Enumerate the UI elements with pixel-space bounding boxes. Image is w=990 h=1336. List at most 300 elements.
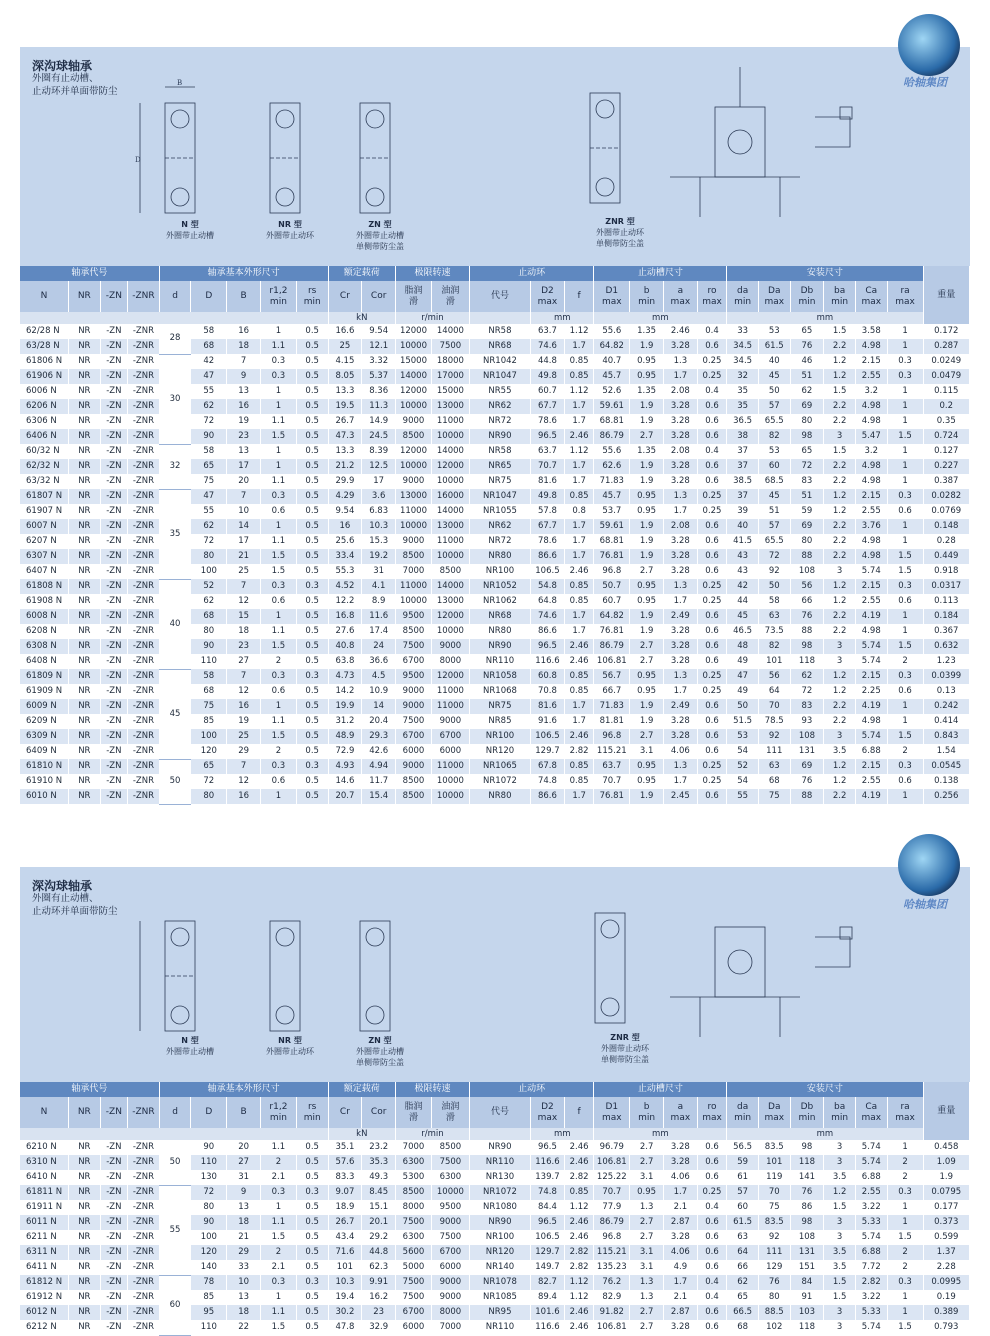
table-cell: 18000 [431, 354, 469, 369]
table-cell: 10000 [431, 624, 469, 639]
table-cell: 16.2 [362, 1290, 396, 1305]
table-cell: 75 [191, 699, 227, 714]
table-cell: 91 [790, 1290, 824, 1305]
table-cell: NR1080 [469, 1200, 530, 1215]
table-cell: 0.227 [923, 459, 969, 474]
unit-mm-mounting-2: mm [727, 1128, 923, 1140]
table-cell: 70 [758, 1185, 790, 1200]
table-row [20, 324, 970, 339]
bearing-drawing-nr-2 [260, 905, 320, 1040]
table-cell: 13000 [431, 594, 469, 609]
table-cell: 61.5 [727, 1215, 759, 1230]
table-cell: 15.4 [362, 789, 396, 804]
table-cell: 15.1 [362, 1200, 396, 1215]
table-cell: 25 [227, 729, 261, 744]
table-cell: NR [69, 549, 101, 564]
table-cell: -ZN [100, 1305, 127, 1320]
table-cell: 66.5 [727, 1305, 759, 1320]
table-cell: 96.5 [531, 1215, 565, 1230]
table-cell: NR [69, 594, 101, 609]
table-cell: 29.3 [362, 729, 396, 744]
table-cell: 2.46 [564, 564, 594, 579]
table-cell: 19.2 [362, 549, 396, 564]
table-cell: 26.7 [328, 1215, 362, 1230]
table-cell: 1 [260, 519, 296, 534]
table-cell: 3.28 [663, 639, 697, 654]
table-cell: 0.5 [296, 1320, 328, 1335]
table-cell: -ZNR [128, 489, 160, 504]
table-cell: 59.61 [594, 519, 630, 534]
table-cell: 2.49 [663, 699, 697, 714]
table-cell: 80 [758, 1290, 790, 1305]
table-cell: 0.4 [697, 324, 727, 339]
table-cell: 0.242 [923, 699, 969, 714]
table-cell: NR [69, 579, 101, 594]
table-cell: 13000 [431, 519, 469, 534]
table-cell: 55.3 [328, 564, 362, 579]
table-cell: 13 [227, 444, 261, 459]
table-cell: 17 [362, 474, 396, 489]
table-cell: NR1047 [469, 369, 530, 384]
caption-n [145, 219, 235, 241]
table-cell: 81.6 [531, 474, 565, 489]
header-group-groove-2: 止动槽尺寸 [594, 1082, 727, 1097]
table-cell: 49 [727, 684, 759, 699]
table-cell: 48 [727, 639, 759, 654]
table-cell: 62 [790, 384, 824, 399]
table-cell: 4.9 [663, 1260, 697, 1275]
table-cell: 12000 [396, 444, 432, 459]
table-cell: 11000 [396, 504, 432, 519]
table-cell: 0.5 [296, 1200, 328, 1215]
table-cell: 54 [727, 744, 759, 759]
table-cell: 69 [790, 399, 824, 414]
type-zn-label-2: ZN 型 [368, 1036, 392, 1045]
table-cell: 116.6 [531, 1155, 565, 1170]
table-cell: 61812 N [20, 1275, 69, 1290]
table-cell: 96.8 [594, 1230, 630, 1245]
table-cell: 63.7 [594, 759, 630, 774]
column-header: 脂润 滑 [396, 1097, 432, 1128]
table-cell: 4.06 [663, 744, 697, 759]
table-cell: 3.1 [630, 1245, 664, 1260]
table-cell: 9000 [396, 759, 432, 774]
table-cell: 70 [758, 699, 790, 714]
header-group-mounting: 安装尺寸 [727, 266, 923, 281]
column-header: Db min [790, 281, 824, 312]
table-cell: 29 [227, 744, 261, 759]
table-cell: 71.6 [328, 1245, 362, 1260]
table-cell: 65 [727, 1290, 759, 1305]
table-cell: 53 [758, 444, 790, 459]
table-cell: 7000 [396, 1140, 432, 1155]
table-cell: 3.32 [362, 354, 396, 369]
table-cell: 0.6 [697, 474, 727, 489]
table-cell: 4.19 [855, 699, 887, 714]
table-cell: 2.2 [824, 789, 856, 804]
bore-diameter-cell: 35 [159, 489, 191, 579]
table-cell: 62 [191, 519, 227, 534]
table-cell: 115.21 [594, 1245, 630, 1260]
header-group-speed: 极限转速 [396, 266, 470, 281]
table-cell: 1.7 [564, 789, 594, 804]
table-cell: -ZN [100, 474, 127, 489]
header-group-dimensions-2: 轴承基本外形尺寸 [159, 1082, 328, 1097]
table-cell: 22 [227, 1320, 261, 1335]
table-cell: 24 [362, 639, 396, 654]
table-cell: 0.5 [296, 1215, 328, 1230]
table-cell: 4.29 [328, 489, 362, 504]
table-cell: 51 [758, 504, 790, 519]
table-cell: 2 [260, 1245, 296, 1260]
table-cell: -ZNR [128, 714, 160, 729]
table-cell: 88 [790, 549, 824, 564]
table-cell: 66 [727, 1260, 759, 1275]
table-cell: 0.724 [923, 429, 969, 444]
table-cell: 101 [758, 1155, 790, 1170]
table-cell: 1.9 [630, 414, 664, 429]
column-header: rs min [296, 281, 328, 312]
table-cell: 56 [790, 579, 824, 594]
table-cell: 2 [260, 744, 296, 759]
table-cell: 33.4 [328, 549, 362, 564]
table-cell: 139.7 [531, 1170, 565, 1185]
table-cell: 60.7 [594, 594, 630, 609]
table-cell: 59 [727, 1155, 759, 1170]
table-cell: 3.5 [824, 1260, 856, 1275]
table-cell: 8000 [431, 654, 469, 669]
table-cell: -ZNR [128, 534, 160, 549]
table-cell: 9000 [431, 1275, 469, 1290]
table-cell: 12 [227, 684, 261, 699]
table-cell: 62.6 [594, 459, 630, 474]
table-cell: 3 [824, 1230, 856, 1245]
table-cell: 0.28 [923, 534, 969, 549]
bore-diameter-cell: 28 [159, 324, 191, 354]
table-cell: 8500 [396, 789, 432, 804]
table-cell: NR [69, 1245, 101, 1260]
table-cell: 1.3 [663, 759, 697, 774]
table-cell: 9000 [396, 699, 432, 714]
table-cell: -ZNR [128, 1170, 160, 1185]
table-cell: 0.6 [697, 1305, 727, 1320]
table-cell: 13.3 [328, 384, 362, 399]
table-cell: 60.7 [531, 384, 565, 399]
unit-rpm-2: r/min [396, 1128, 470, 1140]
table-cell: 18.9 [328, 1200, 362, 1215]
table-cell: 58 [191, 324, 227, 339]
table-cell: 35.1 [328, 1140, 362, 1155]
table-cell: 10000 [396, 339, 432, 354]
table-cell: -ZN [100, 654, 127, 669]
column-header: d [159, 1097, 191, 1128]
table-cell: -ZN [100, 729, 127, 744]
table-cell: -ZNR [128, 639, 160, 654]
table-cell: 3.28 [663, 549, 697, 564]
table-cell: NR68 [469, 609, 530, 624]
table-cell: 0.287 [923, 339, 969, 354]
column-header: d [159, 281, 191, 312]
table-cell: NR100 [469, 729, 530, 744]
table-cell: NR68 [469, 339, 530, 354]
table-cell: -ZNR [128, 1140, 160, 1155]
column-header: Cor [362, 281, 396, 312]
table-cell: 0.6 [887, 774, 923, 789]
table-cell: 0.6 [697, 624, 727, 639]
table-cell: 83 [790, 474, 824, 489]
table-cell: 0.5 [296, 624, 328, 639]
table-cell: 1.5 [887, 729, 923, 744]
table-cell: 6208 N [20, 624, 69, 639]
table-cell: 90 [191, 429, 227, 444]
table-cell: 63 [758, 759, 790, 774]
table-cell: 1.2 [824, 669, 856, 684]
table-cell: 2.7 [630, 729, 664, 744]
table-cell: 8500 [396, 429, 432, 444]
table-cell: 2.2 [824, 624, 856, 639]
table-cell: NR1047 [469, 489, 530, 504]
table-cell: NR [69, 489, 101, 504]
table-cell: 55 [727, 789, 759, 804]
table-cell: NR65 [469, 459, 530, 474]
table-cell: 60 [727, 1200, 759, 1215]
table-cell: 1.9 [630, 399, 664, 414]
table-cell: 64 [727, 1245, 759, 1260]
table-cell: 1 [260, 399, 296, 414]
table-cell: 1 [260, 789, 296, 804]
table-cell: 91.82 [594, 1305, 630, 1320]
caption-zn-text: 外圈带止动槽 单侧带防尘盖 [356, 231, 404, 251]
table-cell: 98 [790, 429, 824, 444]
table-cell: 0.256 [923, 789, 969, 804]
table-cell: 2.87 [663, 1305, 697, 1320]
type-n-label: N 型 [181, 220, 199, 229]
table-cell: 16 [227, 789, 261, 804]
table-cell: -ZNR [128, 579, 160, 594]
table-cell: 3.1 [630, 1170, 664, 1185]
unit-kn-2: kN [328, 1128, 396, 1140]
table-cell: 8000 [396, 1200, 432, 1215]
table-cell: 64.82 [594, 609, 630, 624]
table-cell: 2.55 [855, 504, 887, 519]
table-cell: 54.8 [531, 579, 565, 594]
table-cell: 4.98 [855, 714, 887, 729]
column-header: da min [727, 281, 759, 312]
table-cell: -ZNR [128, 789, 160, 804]
table-cell: 1.2 [824, 684, 856, 699]
table-cell: -ZN [100, 1155, 127, 1170]
bore-diameter-cell: 40 [159, 579, 191, 669]
table-cell: 6406 N [20, 429, 69, 444]
table-cell: -ZNR [128, 1230, 160, 1245]
table-cell: 80 [191, 624, 227, 639]
table-cell: 101 [758, 654, 790, 669]
unit-mm-mounting: mm [727, 312, 923, 324]
table-cell: 76 [790, 774, 824, 789]
table-cell: 1.12 [564, 1275, 594, 1290]
table-cell: 6007 N [20, 519, 69, 534]
table-cell: 7 [227, 579, 261, 594]
table-cell: 2.7 [630, 654, 664, 669]
header-group-snap-ring: 止动环 [469, 266, 593, 281]
table-cell: 56 [758, 669, 790, 684]
table-cell: 0.25 [697, 489, 727, 504]
table-cell: 72 [790, 459, 824, 474]
caption-znr [570, 216, 670, 249]
table-cell: 116.6 [531, 1320, 565, 1335]
table-cell: 2 [887, 1170, 923, 1185]
table-cell: 6700 [431, 729, 469, 744]
table-cell: NR [69, 1320, 101, 1335]
table-cell: 45.7 [594, 369, 630, 384]
table-cell: NR75 [469, 699, 530, 714]
table-cell: 17 [227, 534, 261, 549]
table-cell: 0.4 [697, 444, 727, 459]
table-cell: 14000 [431, 504, 469, 519]
table-cell: 62 [191, 399, 227, 414]
table-cell: 4.94 [362, 759, 396, 774]
table-cell: NR110 [469, 1155, 530, 1170]
table-cell: NR [69, 474, 101, 489]
table-cell: 9500 [431, 1200, 469, 1215]
table-cell: 3.28 [663, 429, 697, 444]
table-cell: 131 [790, 744, 824, 759]
table-cell: 9000 [431, 639, 469, 654]
table-cell: 61911 N [20, 1200, 69, 1215]
table-cell: -ZN [100, 534, 127, 549]
table-cell: 0.138 [923, 774, 969, 789]
table-cell: 0.458 [923, 1140, 969, 1155]
table-cell: 1.7 [564, 714, 594, 729]
column-header: Ca max [855, 281, 887, 312]
table-cell: 0.6 [697, 1140, 727, 1155]
table-cell: 0.5 [296, 489, 328, 504]
table-cell: 3.5 [824, 1170, 856, 1185]
table-cell: 98 [790, 1140, 824, 1155]
caption-nr-2 [250, 1035, 330, 1057]
table-cell: 1.9 [630, 534, 664, 549]
table-row [20, 1140, 970, 1155]
table-cell: 1.12 [564, 384, 594, 399]
table-cell: -ZN [100, 699, 127, 714]
table-cell: 1 [887, 339, 923, 354]
table-cell: 1 [260, 324, 296, 339]
table-cell: 68 [191, 339, 227, 354]
column-header: -ZNR [128, 281, 160, 312]
table-cell: 47.8 [328, 1320, 362, 1335]
table-cell: 2.49 [663, 609, 697, 624]
table-cell: 4.73 [328, 669, 362, 684]
table-cell: 1.3 [663, 579, 697, 594]
column-header: ba min [824, 281, 856, 312]
table-cell: 6211 N [20, 1230, 69, 1245]
table-cell: 58 [191, 444, 227, 459]
table-cell: 0.6 [697, 339, 727, 354]
table-cell: 62 [790, 669, 824, 684]
table-cell: 98 [790, 1215, 824, 1230]
table-cell: 0.6 [697, 1320, 727, 1335]
table-cell: NR [69, 714, 101, 729]
table-cell: 9000 [396, 684, 432, 699]
table-cell: 0.3 [887, 579, 923, 594]
table-cell: 3 [824, 1320, 856, 1335]
header-group-bearing-code-2: 轴承代号 [20, 1082, 159, 1097]
table-cell: 103 [790, 1305, 824, 1320]
table-cell: 100 [191, 1230, 227, 1245]
table-cell: 3.28 [663, 1230, 697, 1245]
table-cell: 3.28 [663, 624, 697, 639]
table-cell: 1.9 [630, 714, 664, 729]
table-cell: 86.6 [531, 789, 565, 804]
table-cell: 72 [758, 549, 790, 564]
table-cell: 17.4 [362, 624, 396, 639]
table-cell: 2 [887, 1260, 923, 1275]
table-cell: 1 [887, 699, 923, 714]
table-cell: NR [69, 1215, 101, 1230]
table-cell: 31 [227, 1170, 261, 1185]
table-cell: 100 [191, 729, 227, 744]
table-cell: 65.5 [758, 534, 790, 549]
table-cell: 0.95 [630, 579, 664, 594]
table-cell: -ZN [100, 519, 127, 534]
table-cell: 0.127 [923, 444, 969, 459]
table-cell: -ZN [100, 1275, 127, 1290]
table-cell: 0.3 [296, 1185, 328, 1200]
table-cell: 2.55 [855, 774, 887, 789]
bearing-drawing-znr-2 [585, 897, 655, 1032]
table-cell: NR90 [469, 1140, 530, 1155]
table-cell: 19 [227, 414, 261, 429]
unit-mm-ring-2: mm [531, 1128, 594, 1140]
table-cell: 23 [362, 1305, 396, 1320]
table-cell: 149.7 [531, 1260, 565, 1275]
table-cell: -ZN [100, 444, 127, 459]
table-cell: 0.184 [923, 609, 969, 624]
mounting-detail-drawing-2 [660, 887, 810, 1042]
table-cell: 2.46 [564, 429, 594, 444]
table-cell: 0.6 [697, 459, 727, 474]
table-cell: 1.2 [824, 489, 856, 504]
table-cell: 13000 [396, 489, 432, 504]
table-cell: 74.6 [531, 609, 565, 624]
table-cell: NR1062 [469, 594, 530, 609]
table-cell: 3.28 [663, 474, 697, 489]
table-cell: 63.8 [328, 654, 362, 669]
table-cell: 45 [758, 369, 790, 384]
column-header: r1,2 min [260, 281, 296, 312]
column-header: Cor [362, 1097, 396, 1128]
table-cell: 1.7 [663, 1185, 697, 1200]
table-cell: 12.2 [328, 594, 362, 609]
table-cell: 92 [758, 729, 790, 744]
table-cell: 6206 N [20, 399, 69, 414]
table-cell: 98 [790, 639, 824, 654]
table-cell: 8000 [431, 1305, 469, 1320]
table-cell: 11000 [431, 534, 469, 549]
table-cell: 1 [887, 414, 923, 429]
table-cell: 44.8 [531, 354, 565, 369]
table-cell: NR [69, 609, 101, 624]
table-cell: -ZNR [128, 1275, 160, 1290]
table-cell: 3.28 [663, 1140, 697, 1155]
caption-n-2 [145, 1035, 235, 1057]
table-cell: 4.98 [855, 399, 887, 414]
table-cell: 0.6 [697, 729, 727, 744]
table-cell: 83.5 [758, 1215, 790, 1230]
table-cell: 20 [227, 474, 261, 489]
table-cell: 6309 N [20, 729, 69, 744]
table-cell: 0.4 [697, 384, 727, 399]
